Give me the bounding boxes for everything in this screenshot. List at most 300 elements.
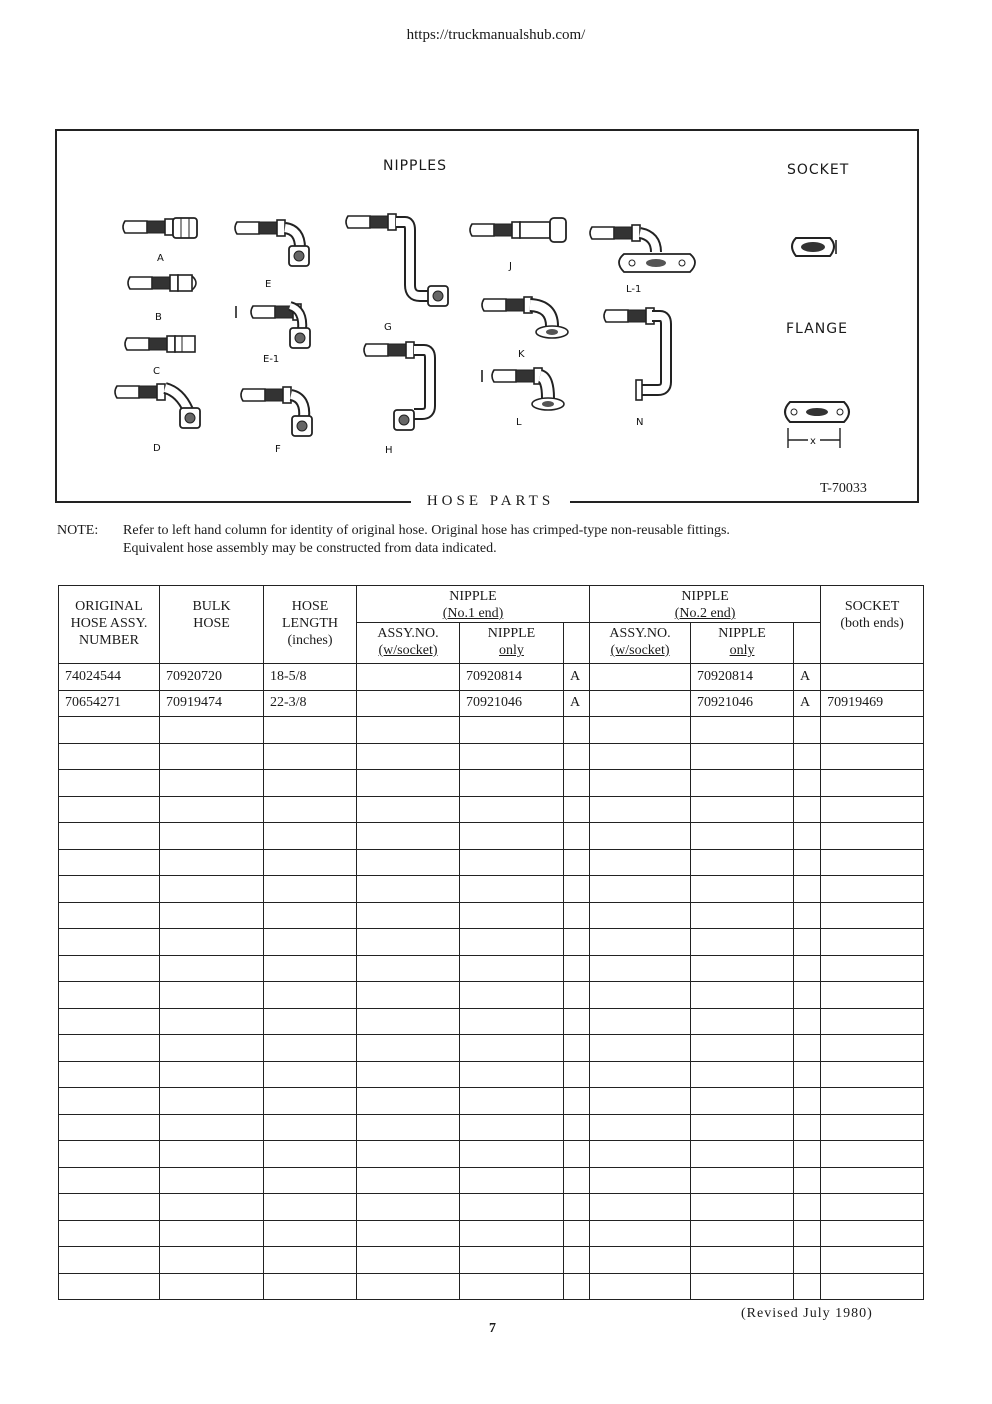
empty-cell — [821, 743, 924, 770]
empty-cell — [821, 955, 924, 982]
cell-length: 18-5/8 — [264, 664, 357, 691]
empty-cell — [460, 1273, 564, 1300]
part-letter-l1: L-1 — [626, 284, 642, 295]
empty-cell — [691, 1061, 794, 1088]
nipple-h-icon — [364, 342, 430, 430]
empty-cell — [564, 1194, 590, 1221]
empty-cell — [264, 1220, 357, 1247]
empty-cell — [564, 770, 590, 797]
empty-cell — [264, 823, 357, 850]
empty-cell — [357, 955, 460, 982]
header-original — [59, 586, 160, 664]
part-letter-j: J — [509, 261, 512, 272]
part-letter-f: F — [275, 444, 281, 455]
empty-cell — [564, 1167, 590, 1194]
table-row-empty — [59, 849, 924, 876]
part-letter-g: G — [384, 322, 392, 333]
empty-cell — [264, 1141, 357, 1168]
empty-cell — [794, 876, 821, 903]
header-nipple-2 — [590, 586, 821, 623]
empty-cell — [794, 1088, 821, 1115]
part-letter-k: K — [518, 349, 525, 360]
empty-cell — [564, 823, 590, 850]
empty-cell — [460, 770, 564, 797]
empty-cell — [794, 743, 821, 770]
header-original-line3: NUMBER — [79, 633, 139, 648]
empty-cell — [460, 1088, 564, 1115]
empty-cell — [59, 902, 160, 929]
table-row-empty — [59, 1008, 924, 1035]
cell-n2-assy — [590, 690, 691, 717]
empty-cell — [691, 796, 794, 823]
figure-caption: HOSE PARTS — [426, 493, 555, 509]
empty-cell — [590, 770, 691, 797]
empty-cell — [821, 982, 924, 1009]
empty-cell — [590, 1220, 691, 1247]
empty-cell — [264, 876, 357, 903]
empty-cell — [357, 1247, 460, 1274]
empty-cell — [264, 1247, 357, 1274]
empty-cell — [59, 876, 160, 903]
empty-cell — [691, 982, 794, 1009]
part-letter-c: C — [153, 366, 160, 377]
empty-cell — [160, 1167, 264, 1194]
empty-cell — [59, 929, 160, 956]
table-row-empty — [59, 982, 924, 1009]
empty-cell — [564, 849, 590, 876]
empty-cell — [794, 902, 821, 929]
empty-cell — [821, 1220, 924, 1247]
empty-cell — [691, 1035, 794, 1062]
empty-cell — [821, 849, 924, 876]
table-row-empty — [59, 902, 924, 929]
cell-n2-type: A — [794, 690, 821, 717]
nipples-label: NIPPLES — [383, 158, 448, 174]
empty-cell — [691, 929, 794, 956]
empty-cell — [357, 982, 460, 1009]
cell-socket — [821, 664, 924, 691]
empty-cell — [160, 849, 264, 876]
empty-cell — [691, 1088, 794, 1115]
empty-cell — [59, 1061, 160, 1088]
empty-cell — [357, 1167, 460, 1194]
empty-cell — [460, 982, 564, 1009]
cell-n2-assy — [590, 664, 691, 691]
empty-cell — [794, 929, 821, 956]
empty-cell — [59, 1114, 160, 1141]
table-row-empty — [59, 823, 924, 850]
empty-cell — [160, 1114, 264, 1141]
header-nipple1-line1: NIPPLE — [449, 589, 497, 604]
empty-cell — [160, 796, 264, 823]
table-body — [59, 664, 924, 1300]
empty-cell — [564, 743, 590, 770]
empty-cell — [590, 902, 691, 929]
flange-icon — [785, 402, 849, 448]
note-line-2: Equivalent hose assembly may be constructed from data indicated. — [123, 541, 497, 556]
empty-cell — [564, 1114, 590, 1141]
empty-cell — [59, 1220, 160, 1247]
empty-cell — [59, 982, 160, 1009]
empty-cell — [691, 876, 794, 903]
header-length — [264, 586, 357, 664]
empty-cell — [564, 982, 590, 1009]
table-row — [59, 690, 924, 717]
empty-cell — [59, 823, 160, 850]
nipple-g-icon — [346, 214, 448, 306]
empty-cell — [460, 929, 564, 956]
empty-cell — [160, 1035, 264, 1062]
cell-original: 70654271 — [59, 690, 160, 717]
empty-cell — [160, 1273, 264, 1300]
empty-cell — [691, 1008, 794, 1035]
empty-cell — [590, 823, 691, 850]
cell-n2-nipple: 70920814 — [691, 664, 794, 691]
empty-cell — [460, 876, 564, 903]
empty-cell — [460, 1167, 564, 1194]
nipple-c-icon — [125, 336, 195, 352]
empty-cell — [160, 1141, 264, 1168]
empty-cell — [691, 902, 794, 929]
header-length-line3: (inches) — [287, 633, 333, 648]
empty-cell — [357, 743, 460, 770]
hose-assembly-table — [58, 585, 924, 1300]
socket-label: SOCKET — [787, 162, 850, 178]
empty-cell — [794, 1141, 821, 1168]
empty-cell — [460, 1008, 564, 1035]
cell-bulk: 70920720 — [160, 664, 264, 691]
table-row-empty — [59, 1141, 924, 1168]
empty-cell — [794, 955, 821, 982]
empty-cell — [590, 1141, 691, 1168]
nipple-e-icon — [235, 220, 309, 266]
empty-cell — [357, 1273, 460, 1300]
empty-cell — [160, 955, 264, 982]
header-length-line2: LENGTH — [282, 616, 338, 631]
empty-cell — [264, 929, 357, 956]
empty-cell — [691, 823, 794, 850]
empty-cell — [357, 849, 460, 876]
header-n2-assy-line1: ASSY.NO. — [609, 626, 671, 641]
empty-cell — [357, 770, 460, 797]
empty-cell — [264, 1061, 357, 1088]
empty-cell — [357, 929, 460, 956]
empty-cell — [460, 1114, 564, 1141]
empty-cell — [691, 955, 794, 982]
nipple-b-icon — [128, 275, 196, 291]
header-n1-type — [564, 623, 590, 664]
nipple-f-icon — [241, 387, 312, 436]
cell-original: 74024544 — [59, 664, 160, 691]
note-line-1: Refer to left hand column for identity of original hose. Original hose has crimped-type non-reusable fittings. — [123, 523, 730, 538]
table-row-empty — [59, 955, 924, 982]
part-letter-e1: E-1 — [263, 354, 280, 365]
empty-cell — [357, 796, 460, 823]
empty-cell — [564, 902, 590, 929]
empty-cell — [460, 1061, 564, 1088]
header-bulk — [160, 586, 264, 664]
header-n1-nipple-line2: only — [499, 643, 524, 658]
empty-cell — [564, 717, 590, 744]
header-n1-nipple — [460, 623, 564, 664]
page-number: 7 — [489, 1321, 496, 1336]
empty-cell — [564, 1273, 590, 1300]
empty-cell — [564, 1008, 590, 1035]
header-socket-line1: SOCKET — [844, 599, 900, 614]
empty-cell — [160, 929, 264, 956]
nipple-e1-icon — [236, 304, 310, 348]
empty-cell — [564, 876, 590, 903]
empty-cell — [160, 1088, 264, 1115]
empty-cell — [794, 1194, 821, 1221]
figure-id: T-70033 — [820, 481, 867, 496]
empty-cell — [691, 849, 794, 876]
header-n2-nipple — [691, 623, 794, 664]
empty-cell — [264, 1008, 357, 1035]
empty-cell — [59, 1008, 160, 1035]
empty-cell — [821, 1035, 924, 1062]
cell-n1-nipple: 70921046 — [460, 690, 564, 717]
part-letter-l: L — [516, 417, 522, 428]
empty-cell — [564, 796, 590, 823]
empty-cell — [821, 876, 924, 903]
table-row-empty — [59, 717, 924, 744]
empty-cell — [357, 1141, 460, 1168]
empty-cell — [794, 796, 821, 823]
header-bulk-line2: HOSE — [193, 616, 230, 631]
header-length-line1: HOSE — [291, 599, 329, 614]
nipple-l1-icon — [590, 225, 695, 272]
header-n2-nipple-line2: only — [729, 643, 755, 658]
table-row-empty — [59, 1114, 924, 1141]
empty-cell — [264, 982, 357, 1009]
empty-cell — [59, 1141, 160, 1168]
nipple-d-icon — [115, 384, 200, 428]
empty-cell — [590, 1114, 691, 1141]
empty-cell — [794, 1247, 821, 1274]
table-row-empty — [59, 876, 924, 903]
header-n1-assy-line2: (w/socket) — [378, 643, 438, 658]
empty-cell — [59, 717, 160, 744]
empty-cell — [460, 1035, 564, 1062]
empty-cell — [691, 1220, 794, 1247]
empty-cell — [357, 717, 460, 744]
empty-cell — [160, 876, 264, 903]
empty-cell — [691, 1273, 794, 1300]
empty-cell — [564, 1220, 590, 1247]
empty-cell — [264, 796, 357, 823]
empty-cell — [357, 1008, 460, 1035]
cell-n2-nipple: 70921046 — [691, 690, 794, 717]
empty-cell — [821, 770, 924, 797]
empty-cell — [59, 1247, 160, 1274]
empty-cell — [160, 1061, 264, 1088]
nipple-a-icon — [123, 218, 197, 238]
empty-cell — [460, 1194, 564, 1221]
empty-cell — [794, 849, 821, 876]
empty-cell — [357, 902, 460, 929]
hose-fittings-illustration — [0, 0, 992, 520]
empty-cell — [691, 1141, 794, 1168]
empty-cell — [794, 1220, 821, 1247]
empty-cell — [357, 1114, 460, 1141]
empty-cell — [590, 1273, 691, 1300]
empty-cell — [590, 876, 691, 903]
empty-cell — [590, 743, 691, 770]
revision-note: (Revised July 1980) — [741, 1306, 873, 1321]
empty-cell — [821, 717, 924, 744]
empty-cell — [794, 1061, 821, 1088]
empty-cell — [160, 717, 264, 744]
cell-n1-assy — [357, 664, 460, 691]
empty-cell — [590, 849, 691, 876]
empty-cell — [821, 823, 924, 850]
header-bulk-line1: BULK — [192, 599, 231, 614]
empty-cell — [590, 1008, 691, 1035]
empty-cell — [59, 1194, 160, 1221]
part-letter-b: B — [155, 312, 162, 323]
empty-cell — [821, 1247, 924, 1274]
empty-cell — [460, 823, 564, 850]
header-original-line2: HOSE ASSY. — [70, 616, 148, 631]
empty-cell — [160, 1008, 264, 1035]
empty-cell — [691, 770, 794, 797]
cell-socket: 70919469 — [821, 690, 924, 717]
empty-cell — [59, 1088, 160, 1115]
empty-cell — [59, 1273, 160, 1300]
empty-cell — [264, 849, 357, 876]
empty-cell — [264, 717, 357, 744]
empty-cell — [59, 796, 160, 823]
empty-cell — [821, 1008, 924, 1035]
table-row-empty — [59, 1220, 924, 1247]
empty-cell — [160, 902, 264, 929]
empty-cell — [357, 1035, 460, 1062]
nipple-l-icon — [482, 368, 564, 410]
empty-cell — [460, 849, 564, 876]
header-n2-assy-line2: (w/socket) — [610, 643, 670, 658]
empty-cell — [691, 743, 794, 770]
note-label: NOTE: — [57, 523, 99, 538]
empty-cell — [821, 796, 924, 823]
empty-cell — [59, 1167, 160, 1194]
source-url: https://truckmanualshub.com/ — [406, 27, 586, 43]
empty-cell — [460, 1247, 564, 1274]
table-row-empty — [59, 770, 924, 797]
cell-bulk: 70919474 — [160, 690, 264, 717]
empty-cell — [590, 1194, 691, 1221]
empty-cell — [460, 1141, 564, 1168]
flange-dimension-label: x — [810, 436, 816, 447]
empty-cell — [794, 1008, 821, 1035]
empty-cell — [357, 876, 460, 903]
empty-cell — [59, 955, 160, 982]
header-socket — [821, 586, 924, 664]
empty-cell — [691, 717, 794, 744]
nipple-k-icon — [482, 297, 568, 338]
empty-cell — [821, 1114, 924, 1141]
empty-cell — [264, 902, 357, 929]
part-letter-d: D — [153, 443, 161, 454]
empty-cell — [160, 1194, 264, 1221]
table-row-empty — [59, 1194, 924, 1221]
empty-cell — [264, 743, 357, 770]
part-letter-a: A — [157, 253, 164, 264]
part-letter-h: H — [385, 445, 393, 456]
empty-cell — [821, 1088, 924, 1115]
empty-cell — [264, 770, 357, 797]
header-nipple2-line2: (No.2 end) — [674, 606, 736, 621]
empty-cell — [794, 1114, 821, 1141]
table-row-empty — [59, 796, 924, 823]
empty-cell — [794, 717, 821, 744]
header-n2-nipple-line1: NIPPLE — [718, 626, 766, 641]
empty-cell — [564, 1088, 590, 1115]
empty-cell — [821, 1273, 924, 1300]
table-row-empty — [59, 1061, 924, 1088]
empty-cell — [59, 743, 160, 770]
empty-cell — [59, 849, 160, 876]
header-n2-type — [794, 623, 821, 664]
cell-length: 22-3/8 — [264, 690, 357, 717]
empty-cell — [590, 929, 691, 956]
header-original-line1: ORIGINAL — [75, 599, 143, 614]
empty-cell — [59, 1035, 160, 1062]
empty-cell — [564, 1035, 590, 1062]
empty-cell — [160, 1247, 264, 1274]
empty-cell — [264, 1167, 357, 1194]
empty-cell — [590, 717, 691, 744]
header-nipple-1 — [357, 586, 590, 623]
empty-cell — [691, 1194, 794, 1221]
empty-cell — [564, 955, 590, 982]
header-n1-assy-line1: ASSY.NO. — [377, 626, 439, 641]
empty-cell — [564, 1247, 590, 1274]
empty-cell — [821, 1194, 924, 1221]
empty-cell — [160, 743, 264, 770]
empty-cell — [821, 929, 924, 956]
empty-cell — [264, 1088, 357, 1115]
table-row-empty — [59, 1035, 924, 1062]
empty-cell — [357, 1088, 460, 1115]
table-row-empty — [59, 1088, 924, 1115]
cell-n2-type: A — [794, 664, 821, 691]
empty-cell — [691, 1114, 794, 1141]
empty-cell — [264, 955, 357, 982]
empty-cell — [264, 1114, 357, 1141]
empty-cell — [160, 823, 264, 850]
header-n1-nipple-line1: NIPPLE — [487, 626, 536, 641]
empty-cell — [160, 982, 264, 1009]
empty-cell — [564, 1141, 590, 1168]
table-row-empty — [59, 743, 924, 770]
nipple-n-icon — [604, 308, 666, 400]
empty-cell — [460, 743, 564, 770]
empty-cell — [794, 1035, 821, 1062]
empty-cell — [460, 1220, 564, 1247]
empty-cell — [821, 1141, 924, 1168]
empty-cell — [821, 902, 924, 929]
cell-n1-assy — [357, 690, 460, 717]
empty-cell — [691, 1167, 794, 1194]
empty-cell — [590, 1088, 691, 1115]
empty-cell — [590, 1167, 691, 1194]
empty-cell — [160, 1220, 264, 1247]
cell-n1-nipple: 70920814 — [460, 664, 564, 691]
empty-cell — [821, 1061, 924, 1088]
empty-cell — [794, 1273, 821, 1300]
empty-cell — [691, 1247, 794, 1274]
